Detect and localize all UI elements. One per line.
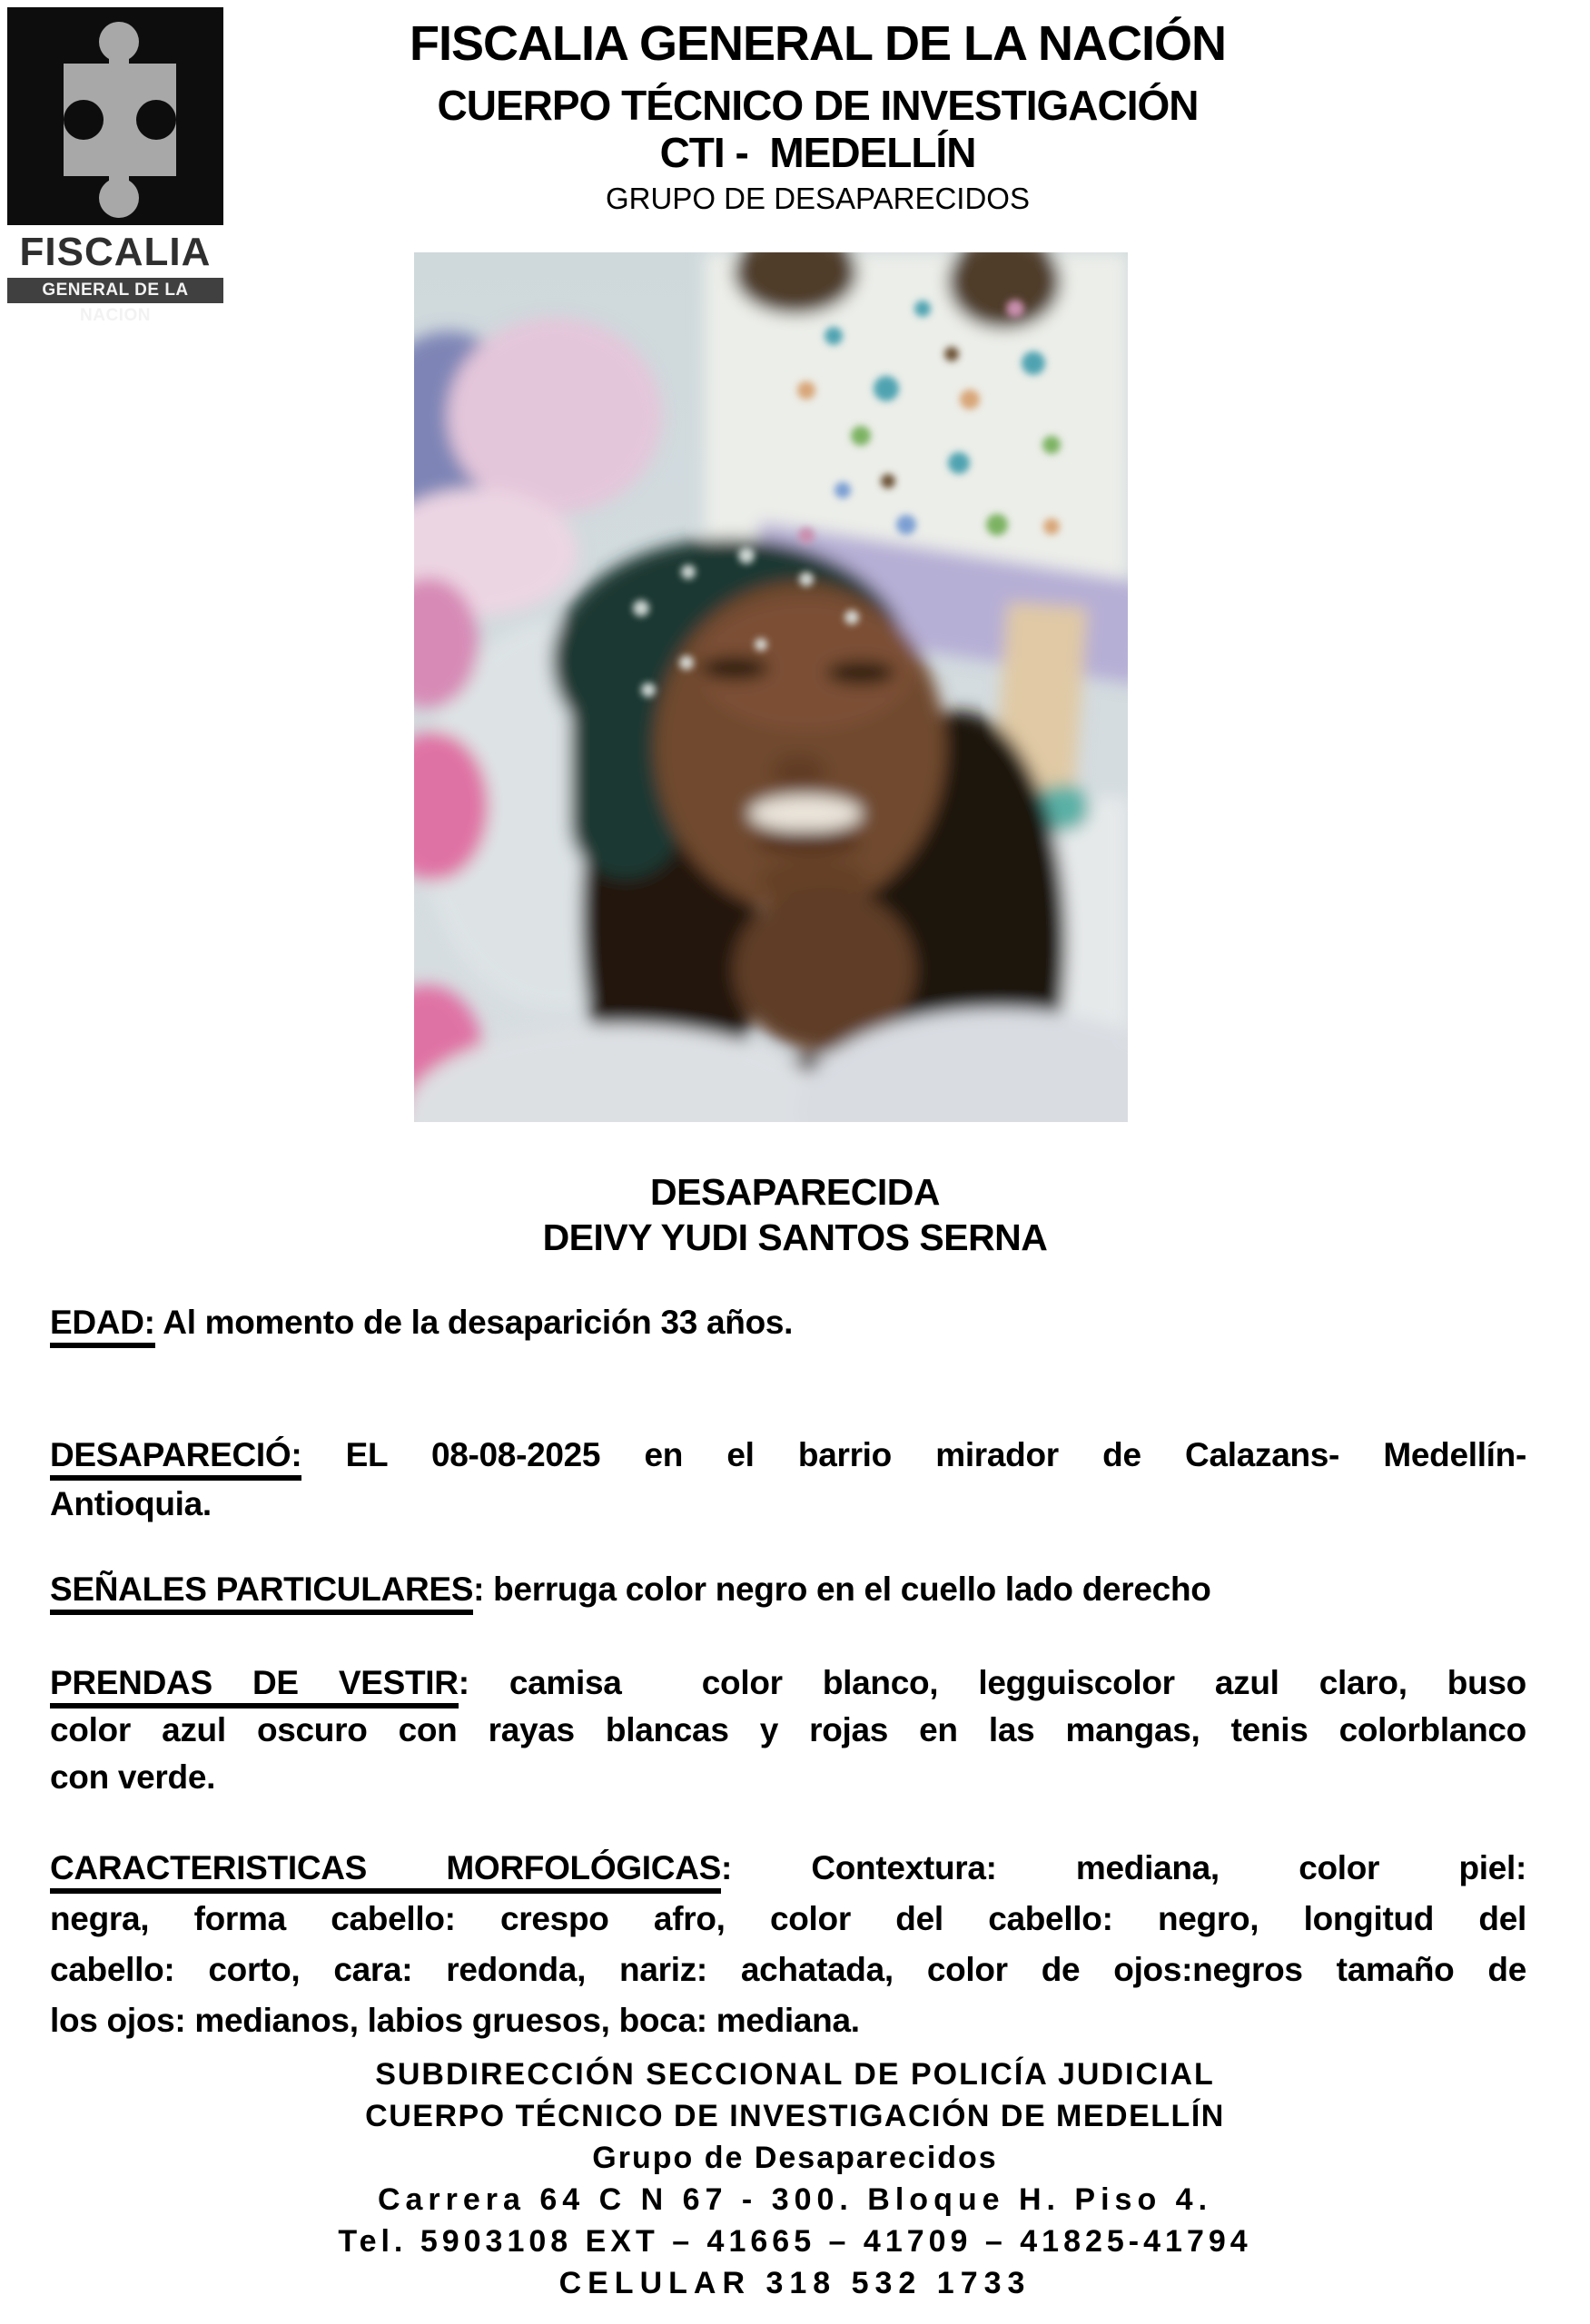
edad-line <box>50 1298 1526 1347</box>
desaparecio-line-2: Antioquia. <box>50 1485 212 1522</box>
footer-line-phone: Tel. 5903108 EXT – 41665 – 41709 – 41825-41794 <box>338 2224 1252 2259</box>
status-block <box>0 1169 1590 1260</box>
desaparecio-line-1 <box>50 1431 1526 1480</box>
header-group-line: GRUPO DE DESAPARECIDOS <box>606 182 1030 215</box>
photo-illustration <box>414 252 1128 1122</box>
senales-line <box>50 1565 1526 1614</box>
senales-text: : berruga color negro en el cuello lado derecho <box>473 1571 1211 1608</box>
prendas-text: : camisa color blanco, legguiscolor azul claro, buso <box>458 1664 1526 1701</box>
footer-line-subdireccion: SUBDIRECCIÓN SECCIONAL DE POLICÍA JUDICIAL <box>375 2057 1215 2092</box>
senales-label: SEÑALES PARTICULARES <box>50 1571 473 1615</box>
logo-wordmark: FISCALIA <box>19 230 212 274</box>
caracteristicas-text: : Contextura: mediana, color piel: <box>721 1849 1526 1886</box>
section-edad <box>50 1298 1526 1347</box>
desaparecio-text: EL 08-08-2025 en el barrio mirador de Calazans- Medellín- <box>301 1436 1526 1473</box>
caracteristicas-line-1 <box>50 1843 1526 1894</box>
edad-text: Al momento de la desaparición 33 años. <box>154 1304 794 1341</box>
prendas-label: PRENDAS DE VESTIR <box>50 1664 459 1709</box>
caracteristicas-line-4: los ojos: medianos, labios gruesos, boca: mediana. <box>50 2002 860 2039</box>
footer-line-address: Carrera 64 C N 67 - 300. Bloque H. Piso 4. <box>377 2182 1213 2217</box>
prendas-line-2: color azul oscuro con rayas blancas y rojas en las mangas, tenis colorblanco <box>50 1711 1526 1748</box>
header-subtitle-2: CTI - MEDELLÍN <box>659 129 976 176</box>
header <box>23 16 1590 217</box>
prendas-line-3: con verde. <box>50 1758 216 1796</box>
edad-label: EDAD: <box>50 1304 155 1348</box>
status-missing-label: DESAPARECIDA <box>650 1171 940 1213</box>
section-caracteristicas <box>50 1843 1526 2046</box>
prendas-line-1 <box>50 1659 1526 1707</box>
desaparecio-label: DESAPARECIÓ: <box>50 1436 301 1481</box>
footer-line-mobile: CELULAR 318 532 1733 <box>558 2266 1032 2300</box>
header-title: FISCALIA GENERAL DE LA NACIÓN <box>409 16 1227 71</box>
footer-line-grupo: Grupo de Desaparecidos <box>592 2141 998 2175</box>
missing-person-photo <box>414 252 1128 1122</box>
footer-line-cuerpo-tecnico: CUERPO TÉCNICO DE INVESTIGACIÓN DE MEDELLÍN <box>365 2099 1225 2133</box>
caracteristicas-line-3: cabello: corto, cara: redonda, nariz: achatada, color de ojos:negros tamaño de <box>50 1951 1526 1988</box>
section-senales <box>50 1565 1526 1614</box>
section-desaparecio <box>50 1431 1526 1529</box>
header-subtitle-1: CUERPO TÉCNICO DE INVESTIGACIÓN <box>437 82 1199 129</box>
section-prendas <box>50 1659 1526 1801</box>
footer-contact-block <box>0 2053 1590 2304</box>
caracteristicas-line-2: negra, forma cabello: crespo afro, color del cabello: negro, longitud del <box>50 1900 1526 1937</box>
logo-tagline: GENERAL DE LA NACION <box>7 278 223 303</box>
caracteristicas-label: CARACTERISTICAS MORFOLÓGICAS <box>50 1849 721 1894</box>
missing-person-name: DEIVY YUDI SANTOS SERNA <box>542 1216 1048 1258</box>
